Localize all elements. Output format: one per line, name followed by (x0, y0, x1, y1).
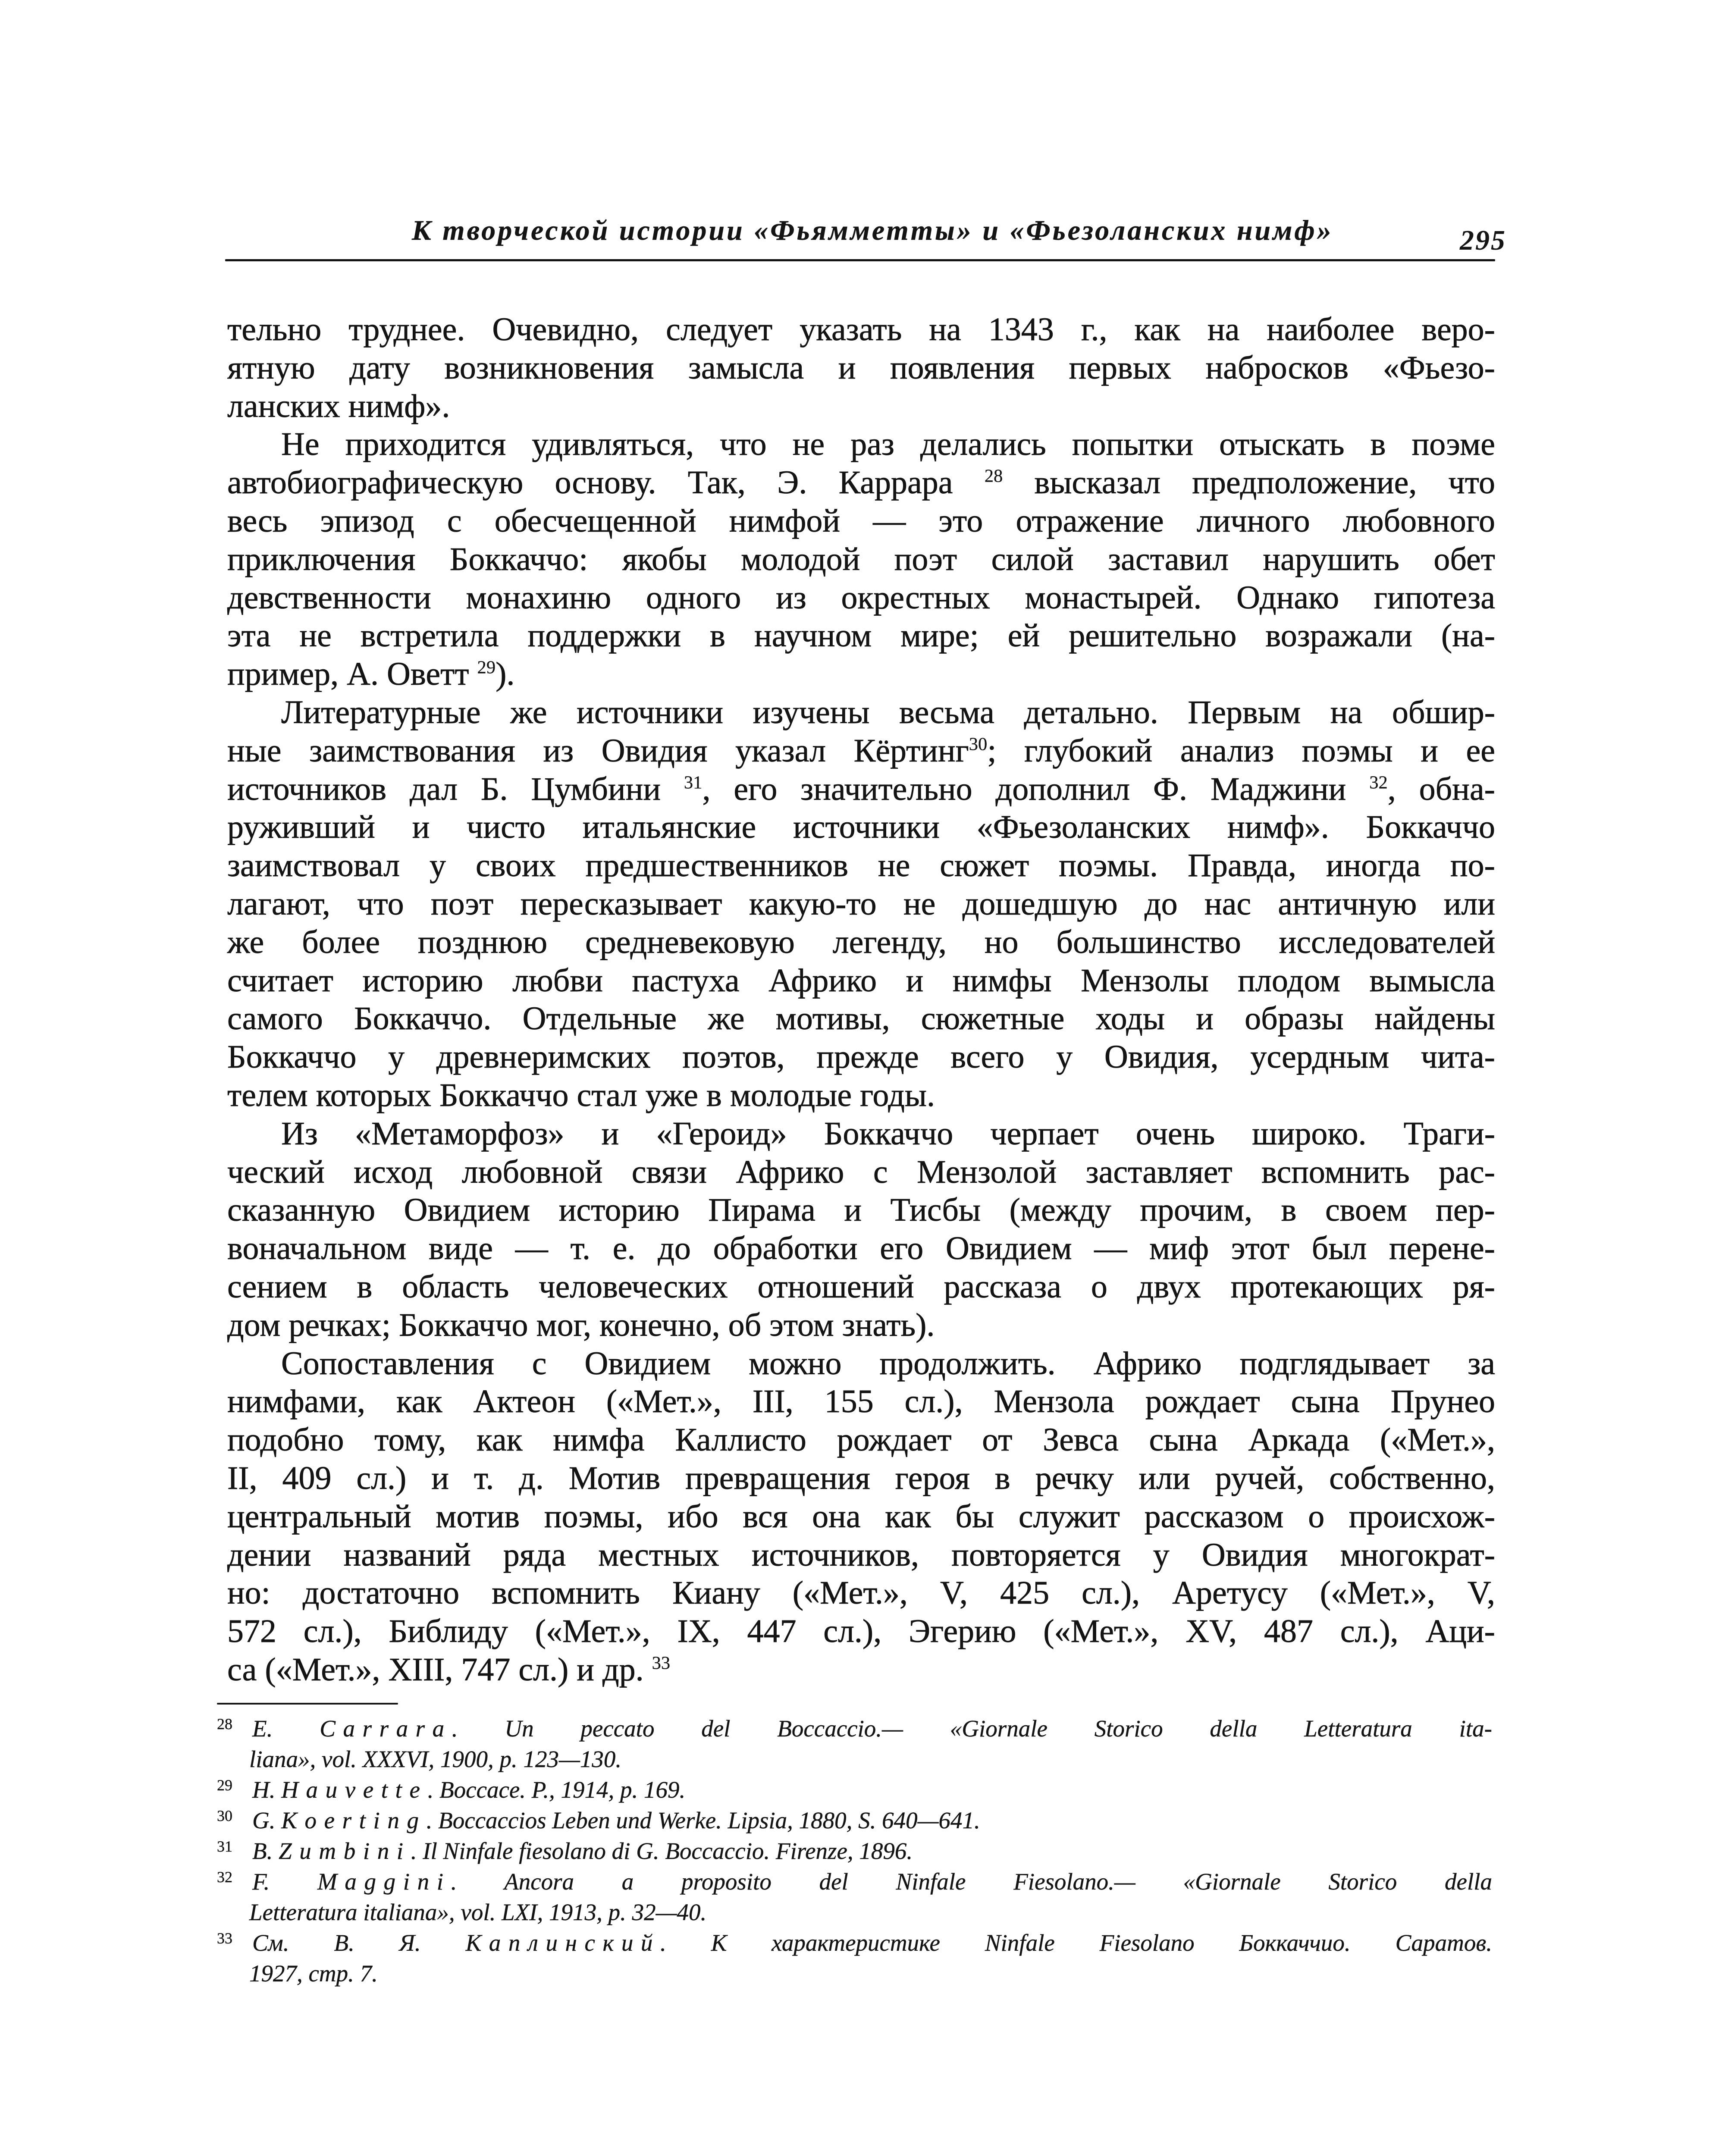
text-line (227, 732, 1495, 770)
text-run: . Boccaccios Leben und Werke. Lipsia, 1880, S. 640—641. (426, 1807, 980, 1833)
text-run: 1927, стр. 7. (249, 1960, 378, 1987)
author-name: Zumbini (279, 1838, 411, 1864)
text-run: . К характеристике Ninfale Fiesolano Боккаччио. Саратов. (660, 1930, 1492, 1956)
text-run: высказал предположение, что (1003, 464, 1495, 501)
text-line (227, 464, 1495, 502)
text-run: 572 сл.), Библиду («Мет.», IX, 447 сл.), Эгерию («Мет.», XV, 487 сл.), Аци- (227, 1613, 1495, 1650)
footnote-line (252, 1713, 1492, 1744)
text-run: F. (252, 1868, 318, 1895)
text-run: Сопоставления с Овидием можно продолжить. Африко подглядывает за (281, 1345, 1495, 1382)
footnote-reference: 32 (1369, 772, 1388, 793)
text-line (227, 310, 1495, 349)
footnote-number: 33 (217, 1930, 232, 1947)
page-number: 295 (1460, 225, 1506, 256)
text-run: лагают, что поэт пересказывает какую-то не дошедшую до нас античную или (227, 885, 1495, 922)
footnote-number: 29 (217, 1777, 232, 1794)
author-name: Каплинский (465, 1930, 661, 1956)
text-line (227, 1191, 1495, 1229)
text-line (227, 1574, 1495, 1612)
footnote (217, 1774, 1492, 1805)
footnote-number: 32 (217, 1868, 232, 1886)
footnote-number: 30 (217, 1807, 232, 1824)
footnote-number: 31 (217, 1838, 232, 1855)
text-line (227, 1038, 1495, 1076)
text-run: Боккаччо у древнеримских поэтов, прежде всего у Овидия, усердным чита- (227, 1039, 1495, 1075)
text-run: са («Мет.», XIII, 747 сл.) и др. (227, 1651, 652, 1688)
text-run: эта не встретила поддержки в научном мире; ей решительно возражали (на- (227, 617, 1495, 654)
author-name: Hauvette (281, 1777, 428, 1803)
text-run: приключения Боккаччо: якобы молодой поэт силой заставил нарушить обет (227, 541, 1495, 577)
text-run: ланских нимф». (227, 388, 450, 424)
footnote (217, 1927, 1492, 1989)
text-line (227, 425, 1495, 464)
author-name: Koerting (281, 1807, 427, 1833)
text-run: считает историю любви пастуха Африко и нимфы Мензолы плодом вымысла (227, 962, 1495, 999)
author-name: Carrara (320, 1715, 452, 1742)
body-text (227, 310, 1495, 1689)
text-line (227, 962, 1495, 1000)
text-run: , его значительно дополнил Ф. Маджини (702, 771, 1370, 807)
footnote-line (252, 1866, 1492, 1897)
text-run: дении названий ряда местных источников, повторяется у Овидия многократ- (227, 1536, 1495, 1573)
text-line (227, 1459, 1495, 1498)
footnote-line (252, 1774, 1492, 1805)
footnote-line (252, 1836, 1492, 1866)
text-run: ятную дату возникновения замысла и появления первых набросков «Фьезо- (227, 349, 1495, 386)
text-line (227, 1268, 1495, 1306)
text-run: . Il Ninfale fiesolano di G. Boccaccio. Firenze, 1896. (411, 1838, 913, 1864)
text-run: автобиографическую основу. Так, Э. Каррара (227, 464, 985, 501)
text-run: Не приходится удивляться, что не раз делались попытки отыскать в поэме (281, 426, 1495, 463)
text-run: , обна- (1387, 771, 1495, 807)
footnote-line (249, 1744, 1492, 1774)
paragraph (227, 310, 1495, 425)
text-run: руживший и чисто итальянские источники «Фьезоланских нимф». Боккаччо (227, 809, 1495, 846)
footnote-reference: 33 (652, 1653, 671, 1673)
text-run: девственности монахиню одного из окрестных монастырей. Однако гипотеза (227, 579, 1495, 616)
text-run: II, 409 сл.) и т. д. Мотив превращения героя в речку или ручей, собственно, (227, 1460, 1495, 1496)
footnote-line (252, 1805, 1492, 1836)
text-line (227, 1651, 1495, 1689)
text-run: H. (252, 1777, 282, 1803)
text-line (227, 693, 1495, 732)
text-line (227, 617, 1495, 655)
text-run: См. В. Я. (252, 1930, 466, 1956)
text-line (227, 1344, 1495, 1383)
text-run: подобно тому, как нимфа Каллисто рождает от Зевса сына Аркада («Мет.», (227, 1422, 1495, 1458)
text-line (227, 387, 1495, 426)
text-line (227, 846, 1495, 885)
text-line (227, 1306, 1495, 1344)
text-run: но: достаточно вспомнить Киану («Мет.», V, 425 сл.), Аретусу («Мет.», V, (227, 1575, 1495, 1611)
footnote-line (249, 1958, 1492, 1989)
text-run: же более позднюю средневековую легенду, но большинство исследователей (227, 924, 1495, 960)
footnote (217, 1713, 1492, 1774)
text-run: дом речках; Боккаччо мог, конечно, об этом знать). (227, 1307, 935, 1343)
text-line (227, 655, 1495, 693)
footnote (217, 1866, 1492, 1927)
text-run: . Boccace. P., 1914, p. 169. (427, 1777, 686, 1803)
text-line (227, 1612, 1495, 1651)
text-line (227, 923, 1495, 962)
text-run: B. (252, 1838, 279, 1864)
text-line (227, 1000, 1495, 1038)
text-run: E. (252, 1715, 320, 1742)
text-run: G. (252, 1807, 282, 1833)
text-run: liana», vol. XXXVI, 1900, p. 123—130. (249, 1746, 622, 1772)
text-line (227, 502, 1495, 540)
text-run: тельно труднее. Очевидно, следует указать на 1343 г., как на наиболее веро- (227, 311, 1495, 348)
text-run: воначальном виде — т. е. до обработки его Овидием — миф этот был перене- (227, 1230, 1495, 1267)
text-run: заимствовал у своих предшественников не сюжет поэмы. Правда, иногда по- (227, 847, 1495, 884)
footnote-number: 28 (217, 1715, 232, 1733)
text-run: телем которых Боккаччо стал уже в молодые годы. (227, 1077, 935, 1113)
running-head-title: К творческой истории «Фьямметты» и «Фьезоланских нимф» (412, 215, 1333, 246)
text-run: . Ancora a proposito del Ninfale Fiesolano.— «Giornale Storico della (451, 1868, 1493, 1895)
text-run: весь эпизод с обесчещенной нимфой — это отражение личного любовного (227, 502, 1495, 539)
text-line (227, 885, 1495, 923)
footnote-reference: 31 (684, 772, 703, 793)
text-run: ). (496, 656, 515, 693)
text-line (227, 579, 1495, 617)
text-run: . Un peccato del Boccaccio.— «Giornale Storico della Letteratura ita- (452, 1715, 1492, 1742)
text-run: самого Боккаччо. Отдельные же мотивы, сюжетные ходы и образы найдены (227, 1000, 1495, 1037)
paragraph (227, 1115, 1495, 1344)
text-run: Из «Метаморфоз» и «Героид» Боккаччо черпает очень широко. Траги- (281, 1115, 1495, 1152)
paragraph (227, 1344, 1495, 1689)
footnote (217, 1836, 1492, 1866)
text-line (227, 1115, 1495, 1153)
text-run: источников дал Б. Цумбини (227, 771, 684, 807)
text-run: сением в область человеческих отношений рассказа о двух протекающих ря- (227, 1268, 1495, 1305)
text-line (227, 540, 1495, 579)
header-rule (225, 259, 1495, 261)
text-run: центральный мотив поэмы, ибо вся она как бы служит рассказом о происхож- (227, 1498, 1495, 1535)
text-line (227, 1421, 1495, 1459)
text-line (227, 1076, 1495, 1115)
text-run: сказанную Овидием историю Пирама и Тисбы (между прочим, в своем пер- (227, 1192, 1495, 1228)
footnote-reference: 30 (969, 734, 988, 755)
author-name: Maggini (317, 1868, 451, 1895)
footnote (217, 1805, 1492, 1836)
text-run: Letteratura italiana», vol. LXI, 1913, p. 32—40. (249, 1899, 707, 1925)
footnote-reference: 28 (984, 466, 1003, 486)
text-run: ческий исход любовной связи Африко с Мензолой заставляет вспомнить рас- (227, 1153, 1495, 1190)
text-run: Литературные же источники изучены весьма детально. Первым на обшир- (281, 694, 1495, 730)
text-line (227, 1498, 1495, 1536)
text-run: пример, А. Оветт (227, 656, 477, 693)
text-line (227, 770, 1495, 808)
footnote-rule (217, 1703, 398, 1705)
text-run: ные заимствования из Овидия указал Кёртинг (227, 732, 969, 769)
footnote-reference: 29 (477, 657, 496, 678)
text-line (227, 1229, 1495, 1268)
paragraph (227, 693, 1495, 1115)
text-line (227, 1382, 1495, 1421)
text-line (227, 808, 1495, 846)
paragraph (227, 425, 1495, 693)
footnote-line (249, 1897, 1492, 1927)
text-line (227, 1153, 1495, 1191)
text-run: нимфами, как Актеон («Мет.», III, 155 сл.), Мензола рождает сына Прунео (227, 1383, 1495, 1420)
text-line (227, 1536, 1495, 1574)
text-line (227, 349, 1495, 387)
text-run: ; глубокий анализ поэмы и ее (987, 732, 1495, 769)
footnotes (217, 1713, 1492, 1989)
footnote-line (252, 1927, 1492, 1958)
